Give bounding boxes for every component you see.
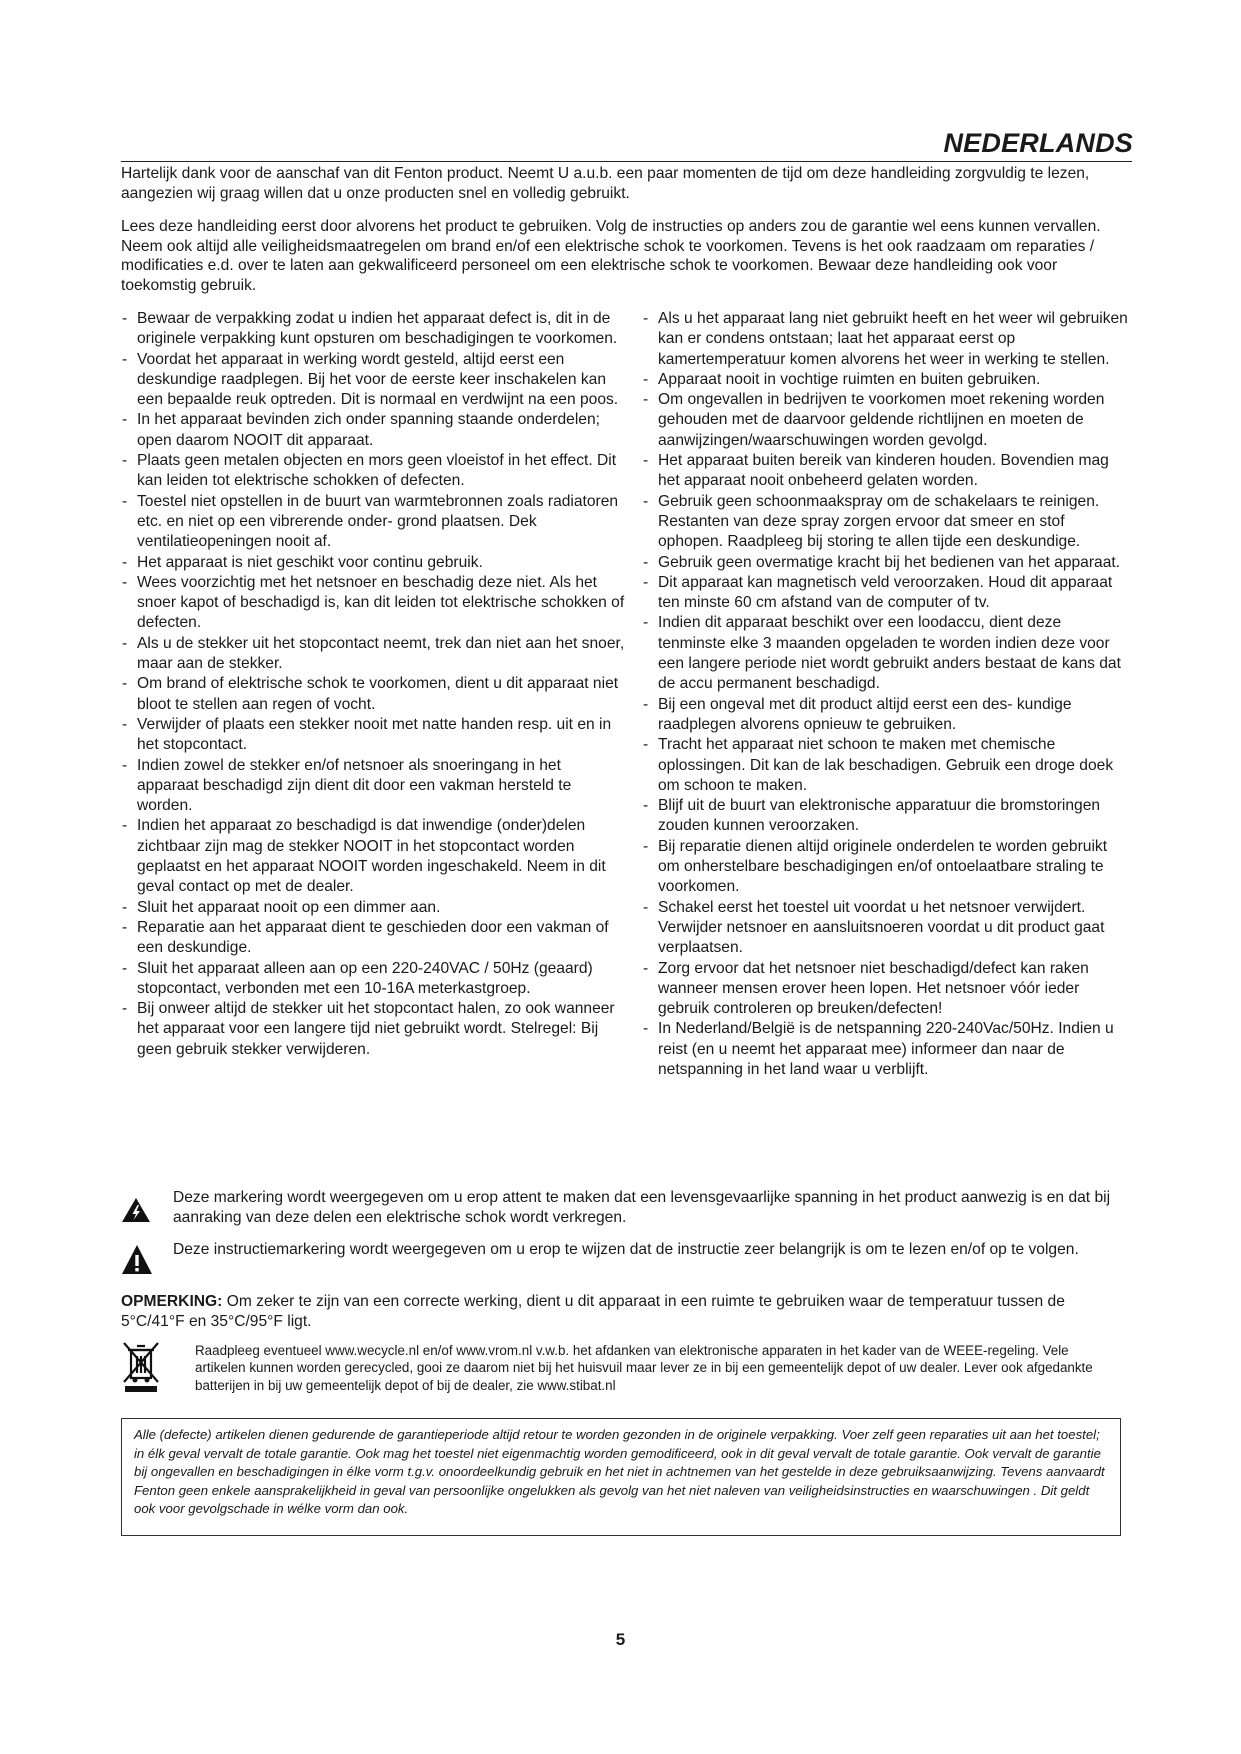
list-item: - Bij reparatie dienen altijd originele onderdelen te worden gebruikt om onherstelbare beschadigingen en/of ontoelaatbare straling te voorkomen.: [643, 837, 1108, 896]
list-item: - In Nederland/België is de netspanning 220-240Vac/50Hz. Indien u reist (en u neemt het apparaat mee) informeer dan naar de netspanning in het land waar u verblijft.: [643, 1020, 1114, 1078]
intro-paragraph: Hartelijk dank voor de aanschaf van dit Fenton product. Neemt U a.u.b. een paar momenten de tijd om deze handleiding zorgvuldig te lezen, aangezien wij graag willen dat u onze producten snel en volledig gebruikt.: [121, 165, 1090, 202]
instruction-warning-text: Deze instructiemarkering wordt weergegeven om u erop te wijzen dat de instructie zeer belangrijk is om te lezen en/of op te volgen.: [173, 1241, 1079, 1258]
list-item: - In het apparaat bevinden zich onder spanning staande onderdelen; open daarom NOOIT dit apparaat.: [122, 411, 600, 449]
list-item: - Tracht het apparaat niet schoon te maken met chemische oplossingen. Dit kan de lak beschadigen. Gebruik een droge doek om schoon te maken.: [643, 736, 1114, 794]
list-item: - Blijf uit de buurt van elektronische apparatuur die bromstoringen zouden kunnen veroorzaken.: [643, 797, 1101, 835]
list-item: - Toestel niet opstellen in de buurt van warmtebronnen zoals radiatoren etc. en niet op een vibrerende onder- grond plaatsen. Dek ventilatieopeningen nooit af.: [122, 492, 619, 551]
weee-notice: [121, 1340, 1132, 1398]
crossed-bin-icon: [121, 1340, 161, 1399]
list-item: - Wees voorzichtig met het netsnoer en beschadig deze niet. Als het snoer kapot of beschadigd is, kan dit leiden tot elektrische schokken of defecten.: [122, 573, 625, 632]
list-item: - Indien het apparaat zo beschadigd is dat inwendige (onder)delen zichtbaar zijn mag de stekker NOOIT in het stopcontact worden geplaatst en het apparaat NOOIT worden ingeschakeld. Neem in dit geval contact op met de dealer.: [122, 817, 606, 896]
page-number: 5: [615, 1630, 626, 1649]
lightning-triangle-icon: [121, 1197, 151, 1228]
list-item: - Het apparaat buiten bereik van kinderen houden. Bovendien mag het apparaat nooit onbeheerd gelaten worden.: [643, 452, 1109, 490]
list-item: - Sluit het apparaat alleen aan op een 220-240VAC / 50Hz (geaard) stopcontact, verbonden met een 10-16A meterkastgroep.: [122, 959, 593, 997]
list-item: - Om brand of elektrische schok te voorkomen, dient u dit apparaat niet bloot te stellen aan regen of vocht.: [122, 675, 619, 713]
list-item: - Gebruik geen overmatige kracht bij het bedienen van het apparaat.: [643, 553, 1121, 571]
list-item: - Bewaar de verpakking zodat u indien het apparaat defect is, dit in de originele verpakking kunt opsturen om beschadigingen te voorkomen.: [122, 310, 618, 348]
list-item: - Schakel eerst het toestel uit voordat u het netsnoer verwijdert. Verwijder netsnoer en aansluitsnoeren voordat u dit product gaat verplaatsen.: [643, 898, 1105, 957]
list-item: - Als u het apparaat lang niet gebruikt heeft en het weer wil gebruiken kan er condens ontstaan; laat het apparaat eerst op kamertemperatuur komen alvorens het weer in werking te stellen.: [643, 310, 1128, 368]
warranty-text: Alle (defecte) artikelen dienen gedurende de garantieperiode altijd retour te worden gezonden in de originele verpakking. Voer zelf geen reparaties uit aan het toestel; in élk geval vervalt de totale garantie. Ook mag het toestel niet eigenmachtig worden gemodificeerd, ook in dit geval vervalt de totale garantie. Ook vervalt de garantie bij ongevallen en beschadigingen in élke vorm t.g.v. onoordeelkundig gebruik en het niet in achtnemen van het gestelde in deze gebruiksaanwijzing. Tevens aanvaardt Fenton geen enkele aansprakelijkheid in geval van persoonlijke ongelukken als gevolg van het niet naleven van veiligheidsinstructies en waarschuwingen . Dit geldt ook voor gevolgschade in wélke vorm dan ook.: [134, 1427, 1105, 1517]
warranty-box: [121, 1418, 1121, 1536]
list-item: - Indien dit apparaat beschikt over een loodaccu, dient deze tenminste elke 3 maanden opgeladen te worden indien deze voor een langere periode niet wordt gebruikt anders bestaat de kans dat de accu permanent beschadigd.: [643, 614, 1121, 693]
exclamation-triangle-icon: [121, 1244, 153, 1281]
list-item: - Gebruik geen schoonmaakspray om de schakelaars te reinigen. Restanten van deze spray zorgen ervoor dat smeer en stof ophopen. Raadpleeg bij storing te allen tijde een deskundige.: [643, 492, 1100, 551]
list-item: - Dit apparaat kan magnetisch veld veroorzaken. Houd dit apparaat ten minste 60 cm afstand van de computer of tv.: [643, 573, 1113, 612]
list-item: - Indien zowel de stekker en/of netsnoer als snoeringang in het apparaat beschadigd zijn dient dit door een vakman hersteld te worden.: [122, 756, 572, 815]
list-item: - Verwijder of plaats een stekker nooit met natte handen resp. uit en in het stopcontact.: [122, 715, 612, 754]
safety-list-right: [642, 309, 1132, 1080]
page-title: NEDERLANDS: [943, 128, 1133, 158]
note-text: Om zeker te zijn van een correcte werking, dient u dit apparaat in een ruimte te gebruiken waar de temperatuur tussen de 5°C/41°F en 35°C/95°F ligt.: [121, 1293, 1065, 1330]
list-item: - Als u de stekker uit het stopcontact neemt, trek dan niet aan het snoer, maar aan de stekker.: [122, 634, 625, 673]
list-item: - Bij onweer altijd de stekker uit het stopcontact halen, zo ook wanneer het apparaat voor een langere tijd niet gebruikt wordt. Stelregel: Bij geen gebruik stekker verwijderen.: [122, 1000, 615, 1058]
list-item: - Bij een ongeval met dit product altijd eerst een des- kundige raadplegen alvorens opnieuw te gebruiken.: [643, 695, 1072, 733]
weee-text: Raadpleeg eventueel www.wecycle.nl en/of www.vrom.nl v.w.b. het afdanken van elektronische apparaten in het kader van de WEEE-regeling. Vele artikelen kunnen worden gerecycled, gooi ze daarom niet bij het huisvuil maar lever ze in bij een gemeentelijk depot of uw dealer. Lever ook afgedankte batterijen in bij uw gemeentelijk depot of bij de dealer, zie www.stibat.nl: [195, 1343, 1093, 1393]
title-divider: [121, 161, 1132, 162]
list-item: - Reparatie aan het apparaat dient te geschieden door een vakman of een deskundige.: [122, 918, 609, 957]
list-item: - Om ongevallen in bedrijven te voorkomen moet rekening worden gehouden met de daarvoor geldende richtlijnen en moeten de aanwijzingen/waarschuwingen worden gevolgd.: [643, 391, 1105, 449]
list-item: - Voordat het apparaat in werking wordt gesteld, altijd eerst een deskundige raadplegen. Bij het voor de eerste keer inschakelen kan een bepaalde reuk optreden. Dit is normaal en verdwijnt na een poos.: [122, 350, 619, 409]
intro-paragraph: Lees deze handleiding eerst door alvorens het product te gebruiken. Volg de instructies op anders zou de garantie wel eens kunnen vervallen. Neem ook altijd alle veiligheidsmaatregelen om brand en/of een elektrische schok te voorkomen. Tevens is het ook raadzaam om reparaties / modificaties e.d. over te laten aan gekwalificeerd personeel om een elektrische schok te voorkomen. Bewaar deze handleiding ook voor toekomstig gebruik.: [121, 218, 1101, 294]
list-item: - Apparaat nooit in vochtige ruimten en buiten gebruiken.: [643, 370, 1041, 388]
list-item: - Sluit het apparaat nooit op een dimmer aan.: [122, 898, 441, 916]
temperature-note: [121, 1292, 1131, 1332]
safety-list-left: [121, 309, 626, 1060]
note-label: OPMERKING:: [121, 1293, 223, 1310]
voltage-warning-text: Deze markering wordt weergegeven om u erop attent te maken dat een levensgevaarlijke spanning in het product aanwezig is en dat bij aanraking van deze delen een elektrische schok wordt verkregen.: [173, 1189, 1111, 1226]
list-item: - Plaats geen metalen objecten en mors geen vloeistof in het effect. Dit kan leiden tot elektrische schokken of defecten.: [122, 452, 617, 490]
list-item: - Het apparaat is niet geschikt voor continu gebruik.: [122, 553, 483, 571]
list-item: - Zorg ervoor dat het netsnoer niet beschadigd/defect kan raken wanneer mensen erover heen lopen. Het netsnoer vóór ieder gebruik controleren op breuken/defecten!: [643, 959, 1089, 1018]
